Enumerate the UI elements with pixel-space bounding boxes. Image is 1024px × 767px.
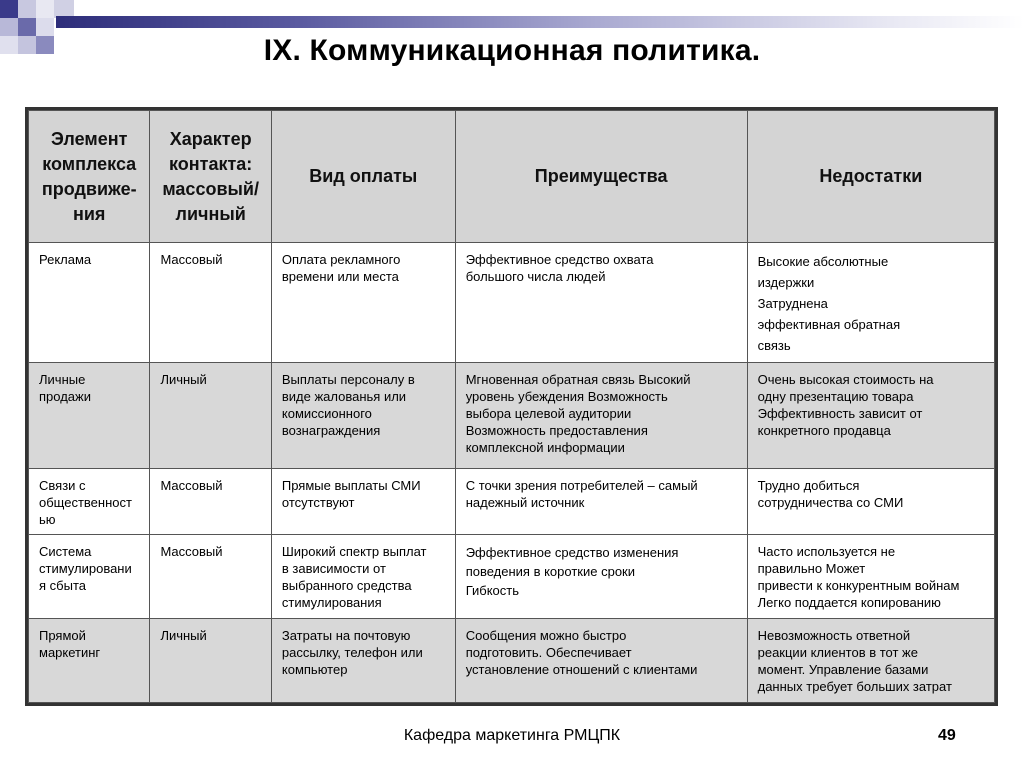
cell-payment: Прямые выплаты СМИ отсутствуют: [271, 469, 455, 535]
table-row: [29, 363, 995, 469]
header-payment: Вид оплаты: [271, 111, 455, 243]
cell-contact: Личный: [150, 619, 271, 703]
slide-title: IX. Коммуникационная политика.: [263, 34, 761, 67]
cell-disadvantages: Высокие абсолютные издержки Затруднена эффективная обратная связь: [747, 243, 994, 363]
header-element: Элемент комплекса продвиже-ния: [29, 111, 150, 243]
cell-contact: Массовый: [150, 469, 271, 535]
cell-advantages: Мгновенная обратная связь Высокий уровень убеждения Возможность выбора целевой аудитории Возможность предоставления комплексной информации: [455, 363, 747, 469]
header-advantages: Преимущества: [455, 111, 747, 243]
table-header-row: [29, 111, 995, 243]
cell-payment: Широкий спектр выплат в зависимости от выбранного средства стимулирования: [271, 535, 455, 619]
table-row: [29, 535, 995, 619]
cell-advantages: Эффективное средство охвата большого числа людей: [455, 243, 747, 363]
cell-payment: Затраты на почтовую рассылку, телефон или компьютер: [271, 619, 455, 703]
cell-disadvantages: Очень высокая стоимость на одну презентацию товара Эффективность зависит от конкретного продавца: [747, 363, 994, 469]
table-row: [29, 619, 995, 703]
cell-element: Реклама: [29, 243, 150, 363]
cell-disadvantages: Трудно добиться сотрудничества со СМИ: [747, 469, 994, 535]
table-row: [29, 243, 995, 363]
cell-contact: Массовый: [150, 243, 271, 363]
cell-payment: Выплаты персоналу в виде жалованья или комиссионного вознаграждения: [271, 363, 455, 469]
cell-disadvantages: Часто используется не правильно Может привести к конкурентным войнам Легко поддается копированию: [747, 535, 994, 619]
cell-advantages: Эффективное средство изменения поведения в короткие сроки Гибкость: [455, 535, 747, 619]
page-number: 49: [938, 727, 956, 744]
slide-footer: Кафедра маркетинга РМЦПК: [403, 727, 621, 744]
cell-advantages: Сообщения можно быстро подготовить. Обеспечивает установление отношений с клиентами: [455, 619, 747, 703]
cell-element: Личные продажи: [29, 363, 150, 469]
cell-advantages: С точки зрения потребителей – самый надежный источник: [455, 469, 747, 535]
cell-element: Прямой маркетинг: [29, 619, 150, 703]
cell-element: Система стимулировани я сбыта: [29, 535, 150, 619]
table-row: [29, 469, 995, 535]
header-gradient-bar: [56, 16, 1024, 28]
cell-payment: Оплата рекламного времени или места: [271, 243, 455, 363]
header-disadvantages: Недостатки: [747, 111, 994, 243]
cell-contact: Массовый: [150, 535, 271, 619]
cell-disadvantages: Невозможность ответной реакции клиентов в тот же момент. Управление базами данных требует больших затрат: [747, 619, 994, 703]
comparison-table: [25, 107, 998, 706]
header-contact: Характер контакта: массовый/ личный: [150, 111, 271, 243]
cell-contact: Личный: [150, 363, 271, 469]
cell-element: Связи с общественност ью: [29, 469, 150, 535]
